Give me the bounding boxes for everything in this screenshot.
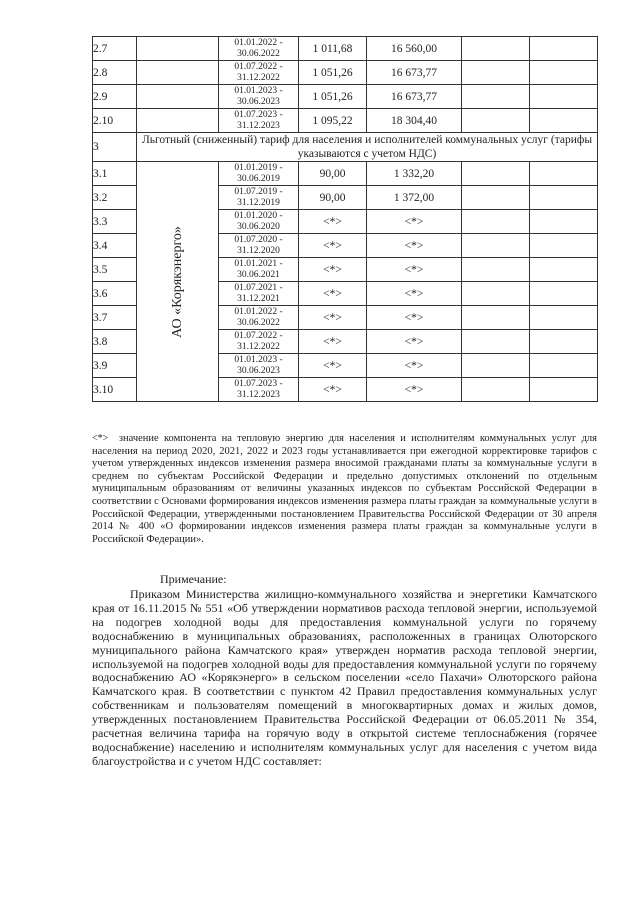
empty-cell [530, 306, 598, 330]
row-number: 3.5 [93, 258, 137, 282]
org-cell-empty [137, 37, 219, 61]
empty-cell [462, 258, 530, 282]
period-line: 31.12.2023 [237, 389, 280, 400]
period-cell [219, 109, 299, 133]
period-line: 31.12.2020 [237, 245, 280, 256]
table-row [93, 109, 598, 133]
tariff-value-1: 1 051,26 [299, 61, 367, 85]
period-cell [219, 234, 299, 258]
tariff-value-1: <*> [299, 258, 367, 282]
tariff-value-1: <*> [299, 330, 367, 354]
period-cell [219, 330, 299, 354]
table-row [93, 61, 598, 85]
row-number: 3.2 [93, 186, 137, 210]
empty-cell [462, 354, 530, 378]
tariff-value-2: 1 372,00 [367, 186, 462, 210]
period-line: 01.01.2019 - [234, 162, 283, 173]
empty-cell [530, 162, 598, 186]
row-number: 3.9 [93, 354, 137, 378]
tariff-value-1: 1 051,26 [299, 85, 367, 109]
empty-cell [530, 37, 598, 61]
empty-cell [530, 234, 598, 258]
period-line: 31.12.2023 [237, 120, 280, 131]
tariff-value-2: 16 673,77 [367, 61, 462, 85]
empty-cell [530, 378, 598, 402]
period-line: 01.07.2023 - [234, 109, 283, 120]
row-number: 3.8 [93, 330, 137, 354]
period-line: 30.06.2022 [237, 48, 280, 59]
row-number: 3.1 [93, 162, 137, 186]
tariff-value-1: <*> [299, 282, 367, 306]
empty-cell [530, 109, 598, 133]
period-line: 01.01.2022 - [234, 37, 283, 48]
tariff-value-2: <*> [367, 306, 462, 330]
tariff-value-1: <*> [299, 234, 367, 258]
tariff-value-1: <*> [299, 378, 367, 402]
tariff-value-1: 90,00 [299, 186, 367, 210]
empty-cell [462, 378, 530, 402]
period-line: 01.01.2020 - [234, 210, 283, 221]
section-title: Льготный (сниженный) тариф для населения и исполнителей коммунальных услуг (тарифы указываются с учетом НДС) [137, 133, 598, 162]
period-line: 30.06.2020 [237, 221, 280, 232]
tariff-value-2: 18 304,40 [367, 109, 462, 133]
period-line: 01.07.2023 - [234, 378, 283, 389]
period-cell [219, 61, 299, 85]
period-cell [219, 186, 299, 210]
footnote-marker: <*> [92, 433, 109, 444]
period-cell [219, 85, 299, 109]
tariff-value-1: <*> [299, 210, 367, 234]
organization-name: АО «Корякэнерго» [169, 225, 185, 338]
table-row [93, 85, 598, 109]
period-line: 01.01.2022 - [234, 306, 283, 317]
table-row [93, 162, 598, 186]
tariff-value-2: 16 673,77 [367, 85, 462, 109]
empty-cell [462, 210, 530, 234]
footnote [92, 433, 597, 546]
period-line: 01.07.2021 - [234, 282, 283, 293]
empty-cell [530, 210, 598, 234]
empty-cell [530, 330, 598, 354]
tariff-value-1: <*> [299, 306, 367, 330]
period-line: 30.06.2023 [237, 96, 280, 107]
tariff-value-1: <*> [299, 354, 367, 378]
organization-cell [137, 162, 219, 402]
tariff-value-2: <*> [367, 258, 462, 282]
tariff-value-2: <*> [367, 330, 462, 354]
row-number: 2.8 [93, 61, 137, 85]
period-cell [219, 306, 299, 330]
tariff-value-1: 90,00 [299, 162, 367, 186]
period-line: 30.06.2023 [237, 365, 280, 376]
row-number: 3 [93, 133, 137, 162]
remark-text: Приказом Министерства жилищно-коммунального хозяйства и энергетики Камчатского края от 16.11.2015 № 551 «Об утверждении нормативов расхода тепловой энергии, используемой на подогрев холодной воды для предоставления коммунальной услуги по горячему водоснабжению в муниципальных образованиях, расположенных в границах Олюторского муниципального района Камчатского края» утвержден норматив расхода тепловой энергии, используемой на подогрев холодной воды для предоставления коммунальной услуги по горячему водоснабжению АО «Корякэнерго» в сельском поселении «село Пахачи» Олюторского района Камчатского края. В соответствии с пунктом 42 Правил предоставления коммунальных услуг собственникам и пользователям помещений в многоквартирных домах и жилых домов, утвержденных постановлением Правительства Российской Федерации от 06.05.2011 № 354, расчетная величина тарифа на горячую воду в открытой системе теплоснабжения (горячее водоснабжение) населению и исполнителям коммунальных услуг для населения с учетом вида благоустройства и с учетом НДС составляет: [92, 587, 597, 768]
period-line: 01.07.2019 - [234, 186, 283, 197]
period-line: 01.07.2022 - [234, 330, 283, 341]
row-number: 2.10 [93, 109, 137, 133]
row-number: 3.7 [93, 306, 137, 330]
empty-cell [462, 162, 530, 186]
row-number: 3.4 [93, 234, 137, 258]
row-number: 2.9 [93, 85, 137, 109]
period-cell [219, 378, 299, 402]
row-number: 3.3 [93, 210, 137, 234]
empty-cell [462, 85, 530, 109]
tariff-value-2: <*> [367, 378, 462, 402]
period-cell [219, 258, 299, 282]
tariff-value-2: <*> [367, 210, 462, 234]
tariff-value-2: <*> [367, 282, 462, 306]
row-number: 3.10 [93, 378, 137, 402]
footnote-text: значение компонента на тепловую энергию для населения и исполнителям коммунальных услуг для населения на период 2020, 2021, 2022 и 2023 годы устанавливается при ежегодной корректировке тарифов с учетом утвержденных индексов изменения размера вносимой гражданами платы за коммунальные услуги в среднем по субъектам Российской Федерации и предельно допустимых отклонений по отдельным муниципальным образованиям от величины указанных индексов по субъектам Российской Федерации в соответствии с Основами формирования индексов изменения размера платы граждан за коммунальные услуги в Российской Федерации, утвержденными постановлением Правительства Российской Федерации от 30 апреля 2014 № 400 «О формировании индексов изменения размера платы граждан за коммунальные услуги в Российской Федерации». [92, 433, 597, 545]
empty-cell [462, 61, 530, 85]
period-line: 01.07.2022 - [234, 61, 283, 72]
period-line: 01.07.2020 - [234, 234, 283, 245]
period-line: 31.12.2021 [237, 293, 280, 304]
row-number: 2.7 [93, 37, 137, 61]
empty-cell [462, 37, 530, 61]
org-cell-empty [137, 85, 219, 109]
empty-cell [462, 186, 530, 210]
period-line: 30.06.2019 [237, 173, 280, 184]
period-line: 30.06.2021 [237, 269, 280, 280]
tariff-value-2: <*> [367, 354, 462, 378]
org-cell-empty [137, 61, 219, 85]
period-line: 30.06.2022 [237, 317, 280, 328]
empty-cell [530, 258, 598, 282]
period-line: 01.01.2021 - [234, 258, 283, 269]
empty-cell [462, 282, 530, 306]
empty-cell [462, 306, 530, 330]
empty-cell [530, 186, 598, 210]
tariff-value-2: <*> [367, 234, 462, 258]
remark-title: Примечание: [160, 572, 227, 586]
period-cell [219, 354, 299, 378]
tariff-value-1: 1 011,68 [299, 37, 367, 61]
period-cell [219, 37, 299, 61]
empty-cell [462, 234, 530, 258]
empty-cell [530, 85, 598, 109]
period-line: 01.01.2023 - [234, 354, 283, 365]
period-line: 31.12.2019 [237, 197, 280, 208]
tariff-value-2: 1 332,20 [367, 162, 462, 186]
period-cell [219, 282, 299, 306]
tariff-value-2: 16 560,00 [367, 37, 462, 61]
table-row [93, 37, 598, 61]
tariff-table [92, 36, 598, 402]
period-line: 31.12.2022 [237, 72, 280, 83]
row-number: 3.6 [93, 282, 137, 306]
period-cell [219, 210, 299, 234]
period-cell [219, 162, 299, 186]
period-line: 01.01.2023 - [234, 85, 283, 96]
empty-cell [530, 354, 598, 378]
empty-cell [530, 61, 598, 85]
empty-cell [462, 330, 530, 354]
empty-cell [530, 282, 598, 306]
tariff-value-1: 1 095,22 [299, 109, 367, 133]
section-header-row [93, 133, 598, 162]
org-cell-empty [137, 109, 219, 133]
empty-cell [462, 109, 530, 133]
period-line: 31.12.2022 [237, 341, 280, 352]
